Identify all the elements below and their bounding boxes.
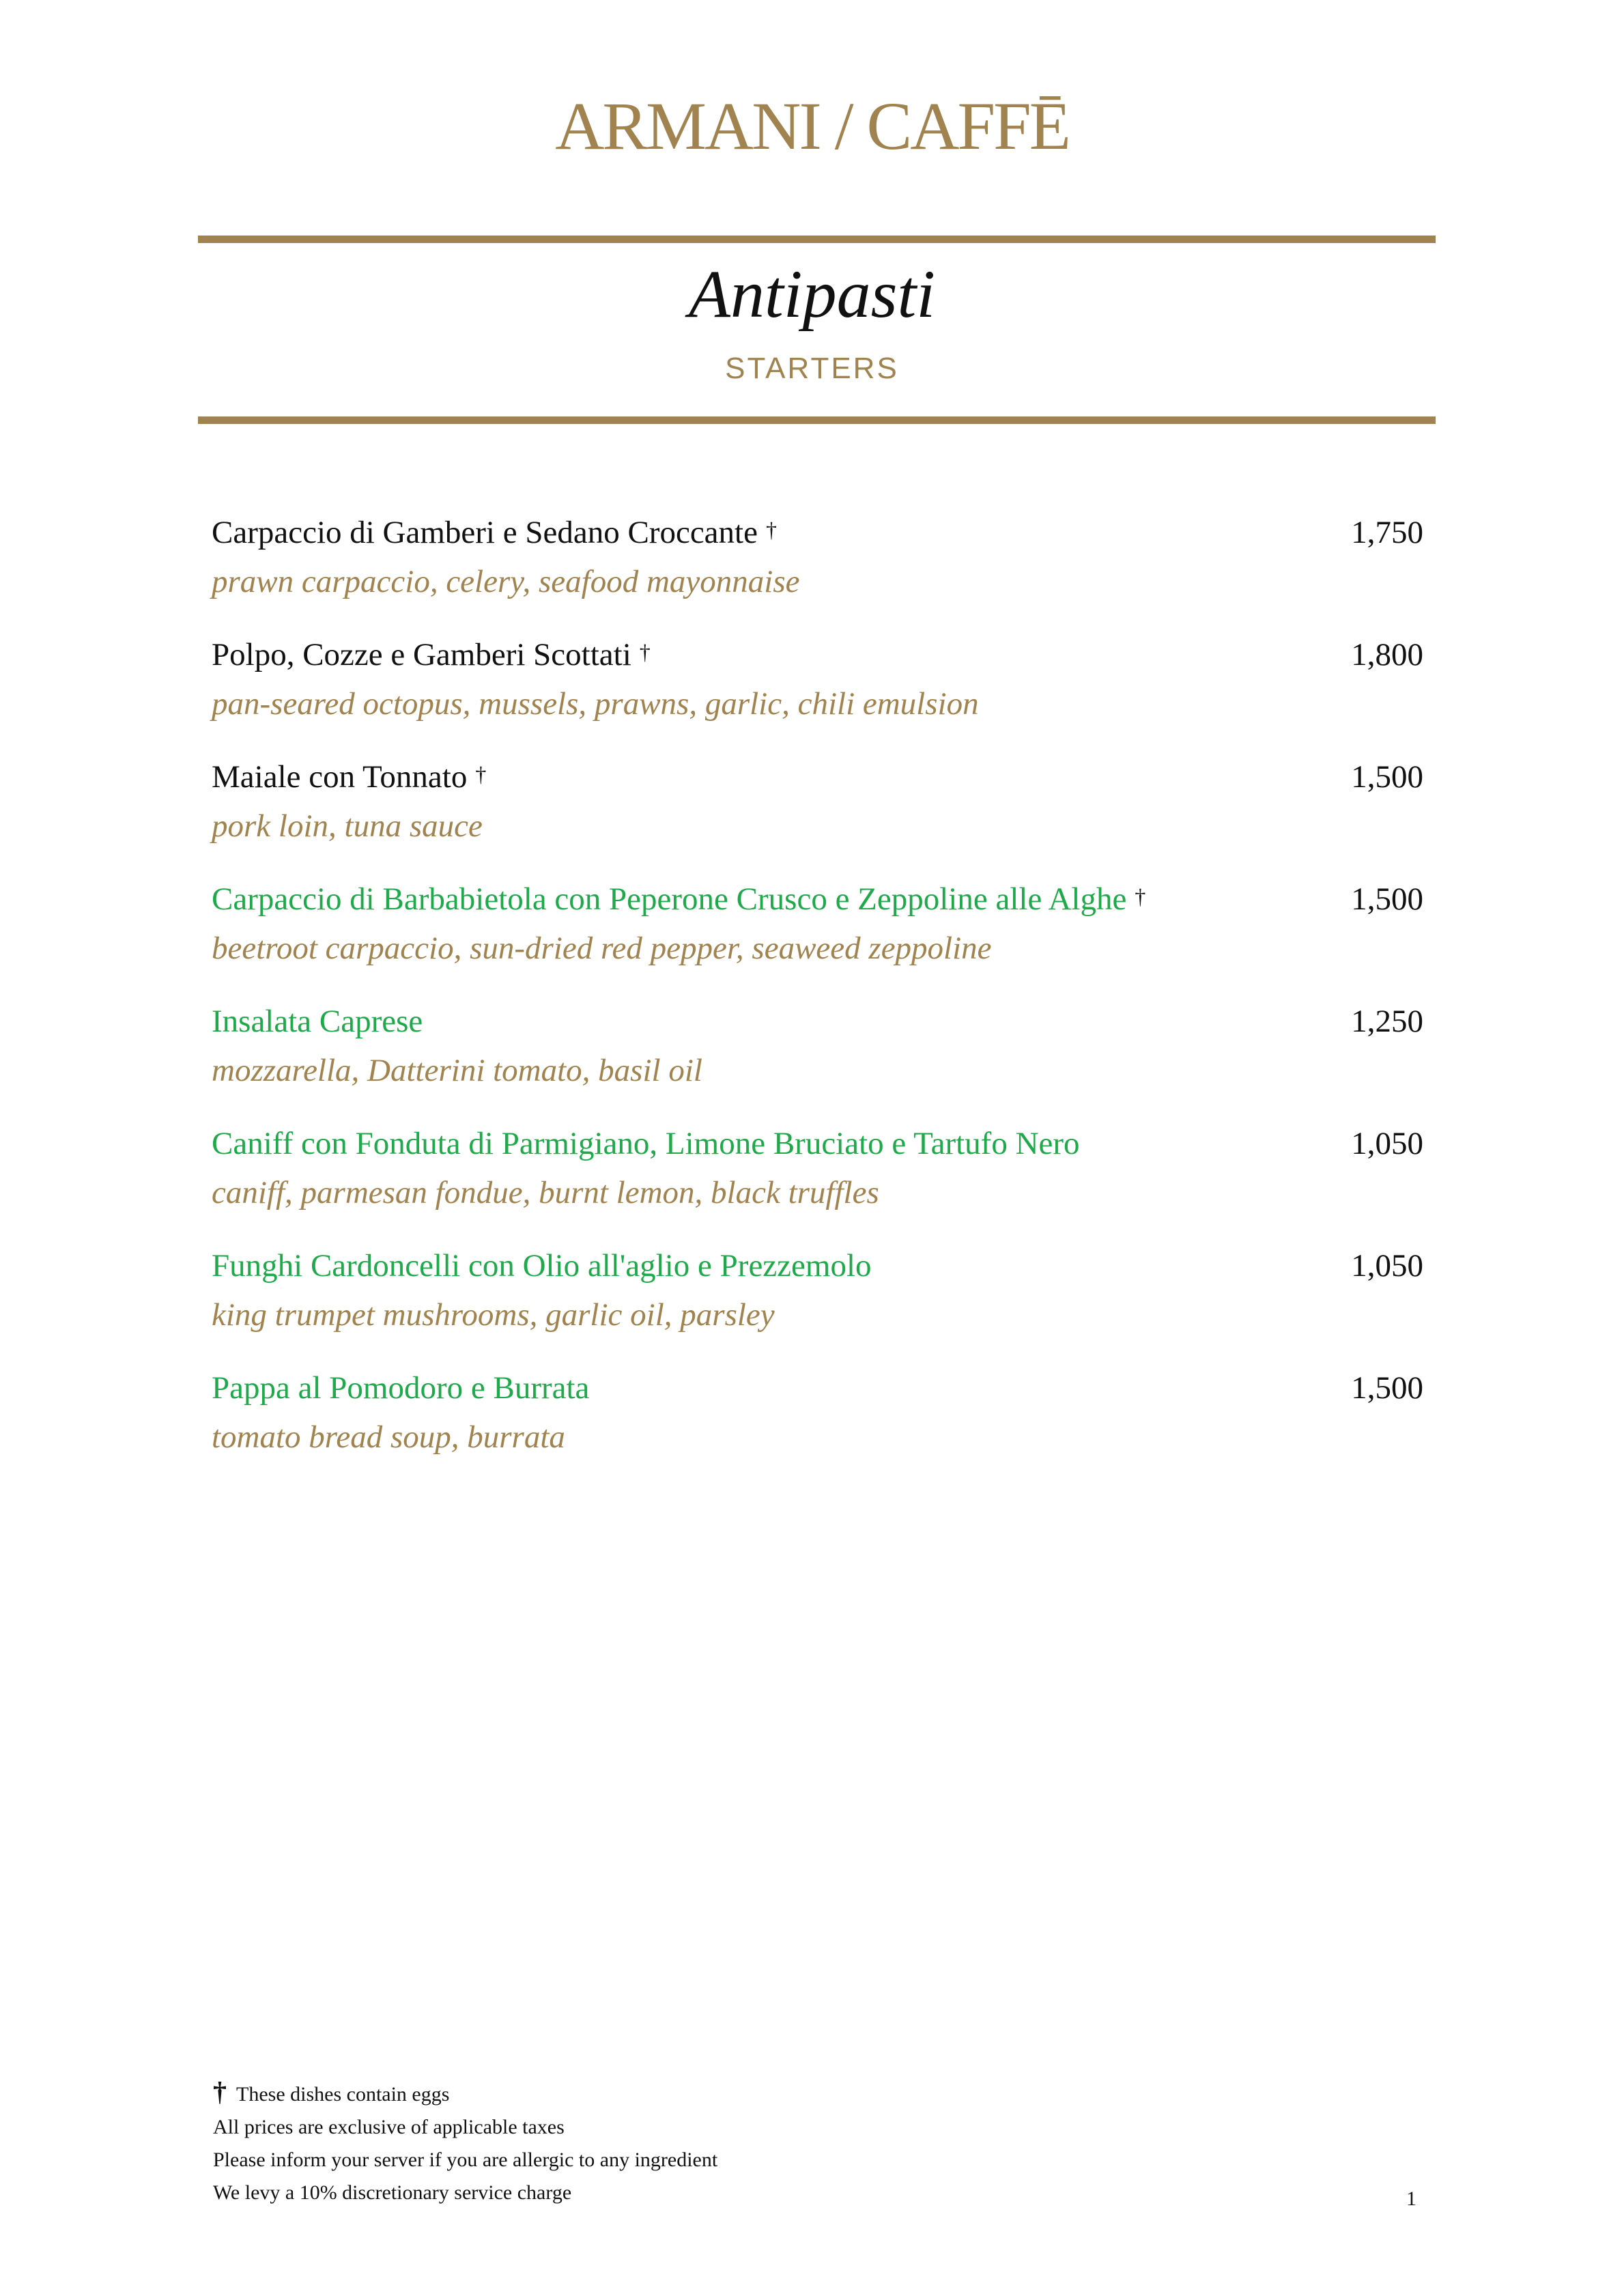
- item-name: Funghi Cardoncelli con Olio all'aglio e Prezzemolo: [212, 1248, 872, 1284]
- item-description: caniff, parmesan fondue, burnt lemon, black truffles: [212, 1175, 879, 1210]
- item-name: [212, 880, 1145, 918]
- item-name-text: Carpaccio di Barbabietola con Peperone Crusco e Zeppoline alle Alghe: [212, 881, 1127, 917]
- item-description: mozzarella, Datterini tomato, basil oil: [212, 1053, 702, 1088]
- item-price: 1,500: [1351, 881, 1423, 917]
- egg-dagger-icon: †: [765, 518, 777, 542]
- item-name: [212, 758, 486, 796]
- item-description: tomato bread soup, burrata: [212, 1419, 565, 1455]
- menu-item: [212, 1124, 1423, 1247]
- item-price: 1,500: [1351, 759, 1423, 795]
- egg-dagger-icon: †: [475, 762, 487, 786]
- menu-item: [212, 1369, 1423, 1491]
- menu-item: [212, 636, 1423, 758]
- page-number: 1: [1406, 2187, 1416, 2210]
- item-name: Caniff con Fonduta di Parmigiano, Limone Bruciato e Tartufo Nero: [212, 1126, 1080, 1161]
- item-name: Pappa al Pomodoro e Burrata: [212, 1370, 590, 1406]
- egg-dagger-icon: †: [639, 640, 651, 664]
- item-description: pork loin, tuna sauce: [212, 808, 483, 844]
- item-name: [212, 513, 777, 552]
- note-allergy: Please inform your server if you are allergic to any ingredient: [213, 2149, 718, 2171]
- section-subtitle: STARTERS: [725, 352, 899, 385]
- menu-item: [212, 880, 1423, 1002]
- item-price: 1,250: [1351, 1004, 1423, 1039]
- note-service-charge: We levy a 10% discretionary service charge: [213, 2181, 572, 2204]
- item-name: [212, 636, 651, 674]
- item-description: prawn carpaccio, celery, seafood mayonnaise: [212, 564, 800, 599]
- item-name-text: Carpaccio di Gamberi e Sedano Croccante: [212, 515, 758, 550]
- egg-dagger-icon: †: [1135, 884, 1146, 909]
- header-divider-top: [198, 236, 1436, 243]
- footer-notes: [213, 2075, 717, 2209]
- menu-item: [212, 1247, 1423, 1369]
- item-price: 1,750: [1351, 515, 1423, 550]
- item-description: pan-seared octopus, mussels, prawns, garlic, chili emulsion: [212, 686, 979, 722]
- item-description: beetroot carpaccio, sun-dried red pepper, seaweed zeppoline: [212, 931, 992, 966]
- item-price: 1,800: [1351, 637, 1423, 672]
- item-price: 1,500: [1351, 1370, 1423, 1406]
- note-taxes: All prices are exclusive of applicable taxes: [213, 2116, 565, 2138]
- menu-item: [212, 513, 1423, 636]
- section-title: Antipasti: [688, 256, 936, 332]
- item-price: 1,050: [1351, 1126, 1423, 1161]
- menu-item: [212, 758, 1423, 880]
- dagger-icon: †: [213, 2076, 227, 2107]
- note-eggs: [213, 2075, 717, 2111]
- menu-item-list: [212, 513, 1423, 1491]
- item-description: king trumpet mushrooms, garlic oil, parsley: [212, 1297, 775, 1333]
- note-eggs-text: These dishes contain eggs: [236, 2083, 450, 2106]
- header-divider-bottom: [198, 416, 1436, 424]
- item-price: 1,050: [1351, 1248, 1423, 1284]
- item-name: Insalata Caprese: [212, 1004, 423, 1039]
- item-name-text: Polpo, Cozze e Gamberi Scottati: [212, 637, 631, 672]
- menu-item: [212, 1002, 1423, 1124]
- brand-logo: ARMANI / CAFFĒ: [555, 88, 1069, 164]
- item-name-text: Maiale con Tonnato: [212, 759, 468, 795]
